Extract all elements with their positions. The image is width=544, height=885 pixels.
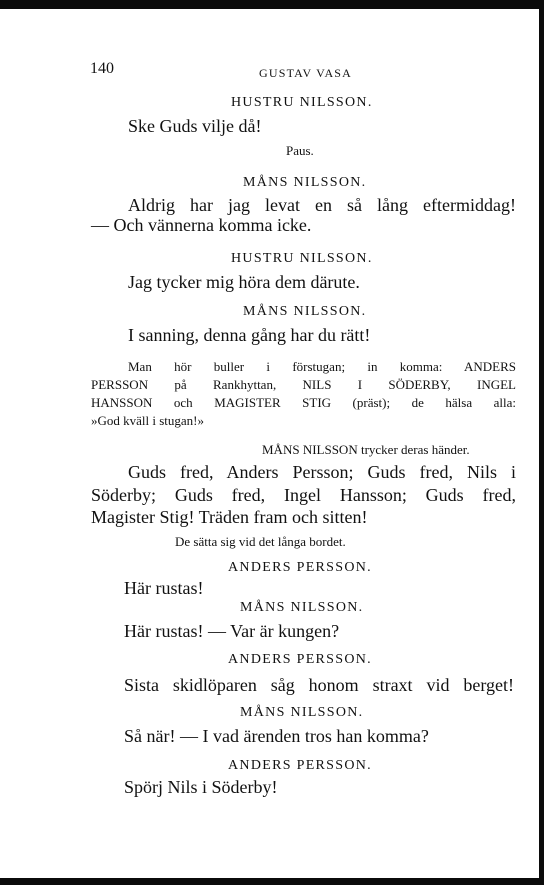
stage-direction: De sätta sig vid det långa bordet. [175, 534, 346, 549]
speaker-name: ANDERS PERSSON. [228, 758, 372, 773]
dialogue-line: Söderby; Guds fred, Ingel Hansson; Guds fred, [91, 485, 516, 505]
speaker-name: ANDERS PERSSON. [228, 652, 372, 667]
dialogue-line: Här rustas! — Var är kungen? [124, 621, 340, 641]
speaker-name: HUSTRU NILSSON. [231, 95, 373, 110]
stage-direction: MÅNS NILSSON trycker deras händer. [262, 442, 470, 457]
running-title: GUSTAV VASA [259, 66, 353, 80]
speaker-name: ANDERS PERSSON. [228, 560, 372, 575]
dialogue-line: Spörj Nils i Söderby! [124, 777, 278, 797]
stage-direction: HANSSON och MAGISTER STIG (präst); de hälsa alla: [91, 395, 516, 410]
speaker-name: MÅNS NILSSON. [240, 600, 364, 615]
dialogue-line: Guds fred, Anders Persson; Guds fred, Nils i [128, 462, 516, 482]
stage-direction: Man hör buller i förstugan; in komma: ANDERS [128, 359, 516, 374]
stage-direction: »God kväll i stugan!» [91, 413, 205, 428]
dialogue-line: Aldrig har jag levat en så lång eftermiddag! [128, 195, 516, 215]
dialogue-line: Jag tycker mig höra dem därute. [128, 272, 360, 292]
dialogue-line: — Och vännerna komma icke. [91, 215, 312, 235]
speaker-name: MÅNS NILSSON. [240, 705, 364, 720]
speaker-name: MÅNS NILSSON. [243, 304, 367, 319]
dialogue-line: I sanning, denna gång har du rätt! [128, 325, 371, 345]
stage-direction: Paus. [286, 143, 314, 158]
dialogue-line: Så när! — I vad ärenden tros han komma? [124, 726, 429, 746]
speaker-name: MÅNS NILSSON. [243, 175, 367, 190]
dialogue-line: Sista skidlöparen såg honom straxt vid berget! [124, 675, 514, 695]
dialogue-line: Magister Stig! Träden fram och sitten! [91, 507, 368, 527]
speaker-name: HUSTRU NILSSON. [231, 251, 373, 266]
stage-direction: PERSSON på Rankhyttan, NILS I SÖDERBY, INGEL [91, 377, 516, 392]
page-number: 140 [90, 60, 114, 77]
dialogue-line: Här rustas! [124, 578, 204, 598]
dialogue-line: Ske Guds vilje då! [128, 116, 262, 136]
